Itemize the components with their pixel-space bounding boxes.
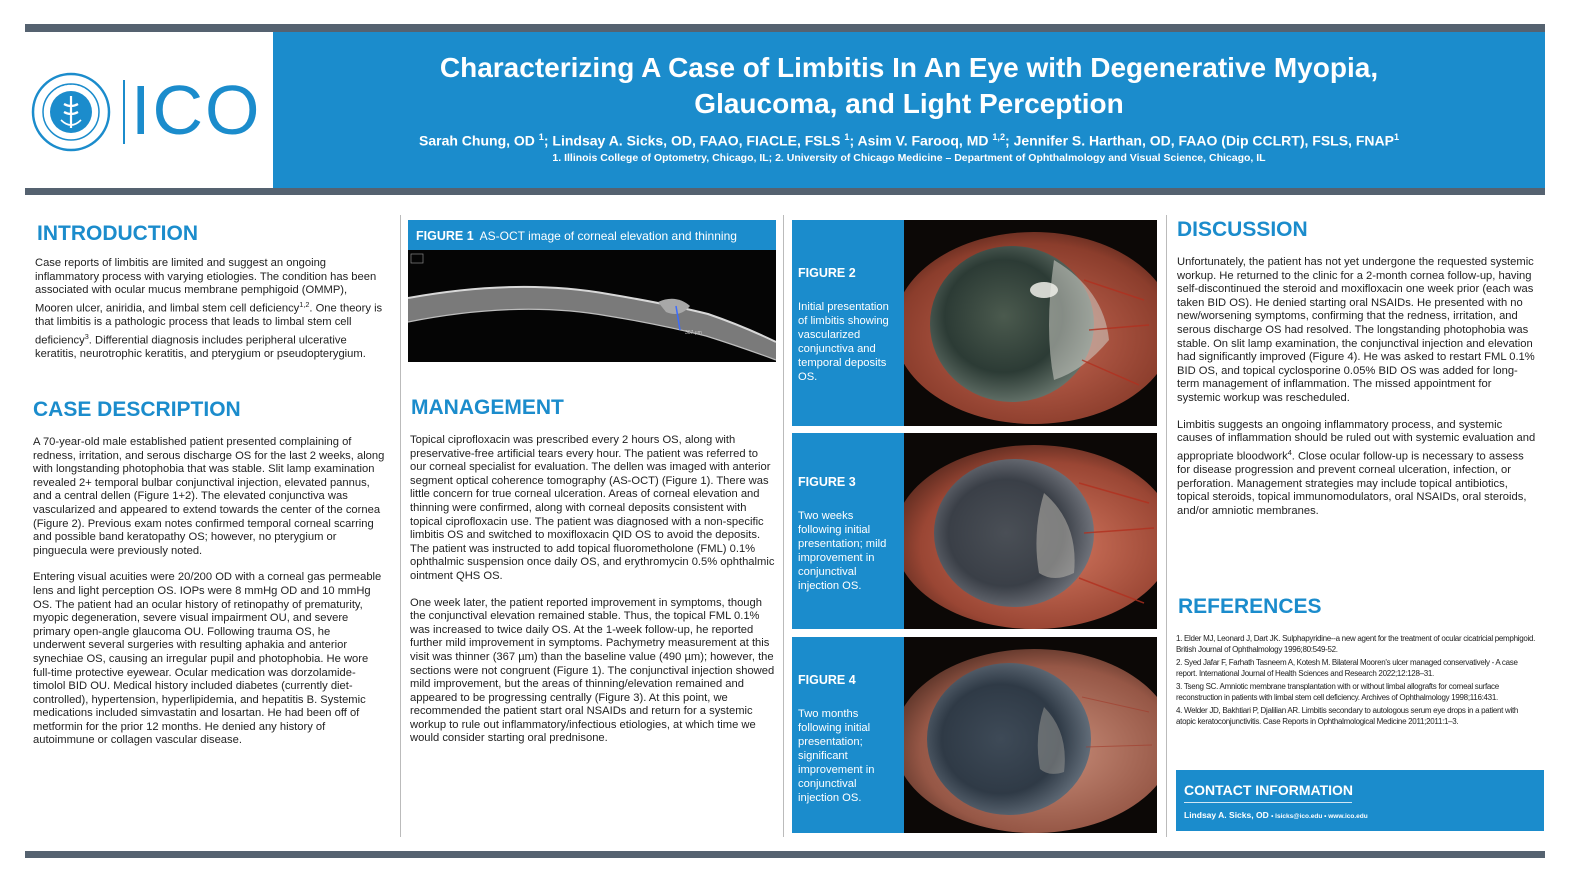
contact-heading: CONTACT INFORMATION — [1184, 782, 1354, 798]
column-divider — [1166, 215, 1167, 837]
contact-name: Lindsay A. Sicks, OD — [1184, 810, 1269, 820]
contact-line — [1184, 810, 1368, 820]
management-paragraph: Topical ciprofloxacin was prescribed every 2 hours OS, along with preservative-free artificial tears every hour. The patient was referred to our corneal specialist for evaluation. The dellen was imaged with anterior segment optical coherence tomography (AS-OCT) (Figure 1). There was little concern for true corneal ulceration. Areas of corneal elevation and thinning were confirmed, along with corneal deposits consistent with topical ciprofloxacin use. The patient was diagnosed with a non-specific limbitis OS and switched to moxifloxacin QID OS to avoid the deposits. The patient was instructed to add topical fluorometholone (FML) 0.1% ophthalmic suspension once daily OS, and erythromycin 0.5% ophthalmic ointment QHS OS. — [410, 434, 775, 582]
college-seal-icon — [31, 72, 111, 152]
discussion-paragraph: Unfortunately, the patient has not yet undergone the requested systemic workup. He returned to the clinic for a 2-month cornea follow-up, having self-discontinued the steroid and moxifloxacin one week prior (each was taken BID OS). He denied starting oral NSAIDs. He presented with no new/worsening symptoms, confirming that the redness, irritation, and serous discharge OS had resolved. The longstanding photophobia was stable. On slit lamp examination, the conjunctival injection and elevation had significantly improved (Figure 4). He was asked to restart FML 0.1% BID OS, and topical cyclosporine 0.05% BID OS was added for long-term management of inflammation. The missed appointment for systemic workup was rescheduled. — [1177, 256, 1535, 404]
eye-photo-graphic — [904, 637, 1157, 833]
author-name: Sarah Chung, OD — [419, 132, 539, 149]
column-divider — [400, 215, 401, 837]
case-paragraph: A 70-year-old male established patient presented complaining of redness, irritation, and serous discharge OS for the last 2 weeks, along with longstanding photophobia that was stable. Slit lamp examination revealed 2+ temporal bulbar conjunctival injection, elevated pannus, and a central dellen (Figure 1+2). The elevated conjunctiva was vascularized and appeared to extend towards the center of the cornea (Figure 2). Previous exam notes confirmed temporal corneal scarring and possible band keratopathy OS; however, no pterygium or pinguecula were previously noted. — [33, 436, 385, 557]
figure2-label: FIGURE 2 — [798, 266, 856, 280]
author-name: Asim V. Farooq, MD — [857, 132, 993, 149]
case-description-body — [33, 436, 385, 761]
poster-title-line2: Glaucoma, and Light Perception — [694, 88, 1124, 119]
poster-title-line1: Characterizing A Case of Limbitis In An Eye with Degenerative Myopia, — [439, 52, 1379, 83]
ico-logo — [31, 72, 261, 152]
oct-measure-label: 367 µm — [685, 330, 702, 336]
discussion-text: Limbitis suggests an ongoing inflammatory process, and systemic causes of inflammation should be ruled out with systemic evaluation and appropriate bloodwork — [1177, 418, 1536, 463]
figure2-caption-panel — [792, 220, 904, 426]
figure4-caption-panel — [792, 637, 904, 833]
citation-mark: 3 — [84, 331, 89, 341]
contact-box — [1176, 770, 1544, 831]
author-name: Jennifer S. Harthan, OD, FAAO (Dip CCLRT), FSLS, FNAP — [1013, 132, 1394, 149]
case-paragraph: Entering visual acuities were 20/200 OD with a corneal gas permeable lens and light perception OS. IOPs were 8 mmHg OD and 10 mmHg OS. The patient had an ocular history of retinopathy of prematurity, myopic degeneration, severe visual impairment OU, and severe primary open-angle glaucoma OU. Following trauma OS, he underwent several surgeries with resulting aphakia and anterior synechiae OS, causing an irregular pupil and photophobia. He wore full-time protective eyewear. Ocular medication was dorzolamide-timolol BID OU. Medical history included diabetes (currently diet-controlled), hypertension, hyperlipidemia, and hepatitis B. Systemic medications included simvastatin and losartan. He had been off of metformin for the prior 12 months. He denied any history of autoimmune or collagen vascular disease. — [33, 571, 382, 747]
eye-photo-graphic — [904, 433, 1157, 629]
figure1-caption-text: AS-OCT image of corneal elevation and thinning — [479, 229, 737, 243]
introduction-body — [35, 257, 385, 362]
management-body — [410, 434, 776, 759]
author-affiliation-mark: 1,2 — [992, 132, 1006, 142]
citation-mark: 4 — [1287, 447, 1292, 457]
introduction-text: Case reports of limbitis are limited and suggest an ongoing inflammatory process with varying etiologies. The condition has been associated with ocular mucus membrane pemphigoid (OMMP), Mooren ulcer, aniridia, and limbal stem cell deficiency — [35, 257, 377, 315]
introduction-text: . Differential diagnosis includes peripheral ulcerative keratitis, neurotrophic keratitis, and pterygium or pseudopterygium. — [35, 334, 366, 361]
logo-divider — [123, 80, 125, 144]
author-separator: ; — [1005, 132, 1014, 149]
figure2-description: Initial presentation of limbitis showing vascularized conjunctiva and temporal deposits OS. — [798, 301, 889, 383]
bottom-border-bar — [25, 851, 1545, 858]
figure3-caption-panel — [792, 433, 904, 629]
figure1-label: FIGURE 1 — [416, 229, 474, 243]
affiliations: 1. Illinois College of Optometry, Chicago, IL; 2. University of Chicago Medicine – Department of Ophthalmology and Visual Science, Chicago, IL — [552, 152, 1266, 164]
figure2-eye-photo — [904, 220, 1157, 426]
introduction-heading: INTRODUCTION — [37, 222, 198, 245]
figure3-eye-photo — [904, 433, 1157, 629]
case-description-heading: CASE DESCRIPTION — [33, 398, 241, 421]
header-bottom-bar — [25, 188, 1545, 195]
references-list — [1176, 633, 1536, 729]
discussion-paragraph — [1177, 419, 1537, 519]
figure4-eye-photo — [904, 637, 1157, 833]
figure4-description: Two months following initial presentation; significant improvement in conjunctival injection OS. — [798, 708, 875, 804]
author-separator: ; — [543, 132, 553, 149]
poster-title — [273, 50, 1545, 122]
column-divider — [783, 215, 784, 837]
figure4-label: FIGURE 4 — [798, 673, 856, 687]
reference-item: 1. Elder MJ, Leonard J, Dart JK. Sulphapyridine--a new agent for the treatment of ocular cicatricial pemphigoid. British Journal of Ophthalmology 1996;80:549-52. — [1176, 634, 1536, 654]
author-affiliation-mark: 1 — [538, 132, 544, 142]
figure1-caption — [408, 220, 776, 250]
eye-photo-graphic — [904, 220, 1157, 426]
author-name: Lindsay A. Sicks, OD, FAAO, FIACLE, FSLS — [552, 132, 845, 149]
figure1-oct-image — [408, 250, 776, 362]
discussion-text: . Close ocular follow-up is necessary to assess for disease progression and prevent corneal ulceration, infection, or perforation. Management strategies may include topical antibiotics, topical steroids, topical immunomodulators, oral NSAIDs, oral steroids, and/or amniotic membranes. — [1177, 450, 1527, 517]
top-border-bar — [25, 24, 1545, 32]
author-affiliation-mark: 1 — [844, 132, 850, 142]
author-list — [273, 132, 1545, 149]
reference-item: 2. Syed Jafar F, Farhath Tasneem A, Kotesh M. Bilateral Mooren's ulcer managed conservatively - A case report. International Journal of Health Sciences and Research 2022;12:128–31. — [1176, 658, 1518, 678]
contact-details[interactable]: • lsicks@ico.edu • www.ico.edu — [1271, 813, 1368, 820]
figure3-description: Two weeks following initial presentation; mild improvement in conjunctival injection OS. — [798, 510, 887, 592]
poster-header — [25, 32, 1545, 188]
author-affiliation-mark: 1 — [1393, 132, 1399, 142]
logo-text: ICO — [131, 71, 262, 149]
author-separator: ; — [849, 132, 858, 149]
title-banner — [273, 32, 1545, 188]
contact-divider — [1184, 802, 1352, 803]
management-heading: MANAGEMENT — [411, 396, 564, 419]
reference-item: 4. Welder JD, Bakhtiari P, Djalilian AR. Limbitis secondary to autologous serum eye drops in a patient with atopic keratoconjunctivitis. Case Reports in Ophthalmological Medicine 2011;2011:1–3. — [1176, 706, 1519, 726]
oct-scan-graphic — [408, 250, 776, 362]
references-heading: REFERENCES — [1178, 595, 1322, 618]
discussion-body — [1177, 256, 1537, 531]
introduction-text: . One theory is that limbitis is a pathologic process that leads to limbal stem cell deficiency — [35, 302, 383, 347]
figure3-label: FIGURE 3 — [798, 475, 856, 489]
citation-mark: 1,2 — [299, 299, 310, 309]
discussion-heading: DISCUSSION — [1177, 218, 1308, 241]
management-paragraph: One week later, the patient reported improvement in symptoms, though the conjunctival elevation remained stable. Thus, the topical FML 0.1% was increased to twice daily OS. At the 1-week follow-up, he reported further mild improvement in symptoms. Pachymetry measurement at this visit was thinner (367 µm) than the baseline value (490 µm); however, the sections were not congruent (Figure 1). The conjunctival injection showed mild improvement, but the areas of thinning/elevation remained and appeared to be progressing centrally (Figure 3). At this point, we recommended the patient start oral NSAIDs and return for a systemic workup to rule out inflammatory/infectious etiologies, at which time we would consider starting oral prednisone. — [410, 596, 775, 745]
reference-item: 3. Tseng SC. Amniotic membrane transplantation with or without limbal allografts for corneal surface reconstruction in patients with limbal stem cell deficiency. Archives of Ophthalmology 1998;116:431. — [1176, 682, 1499, 702]
